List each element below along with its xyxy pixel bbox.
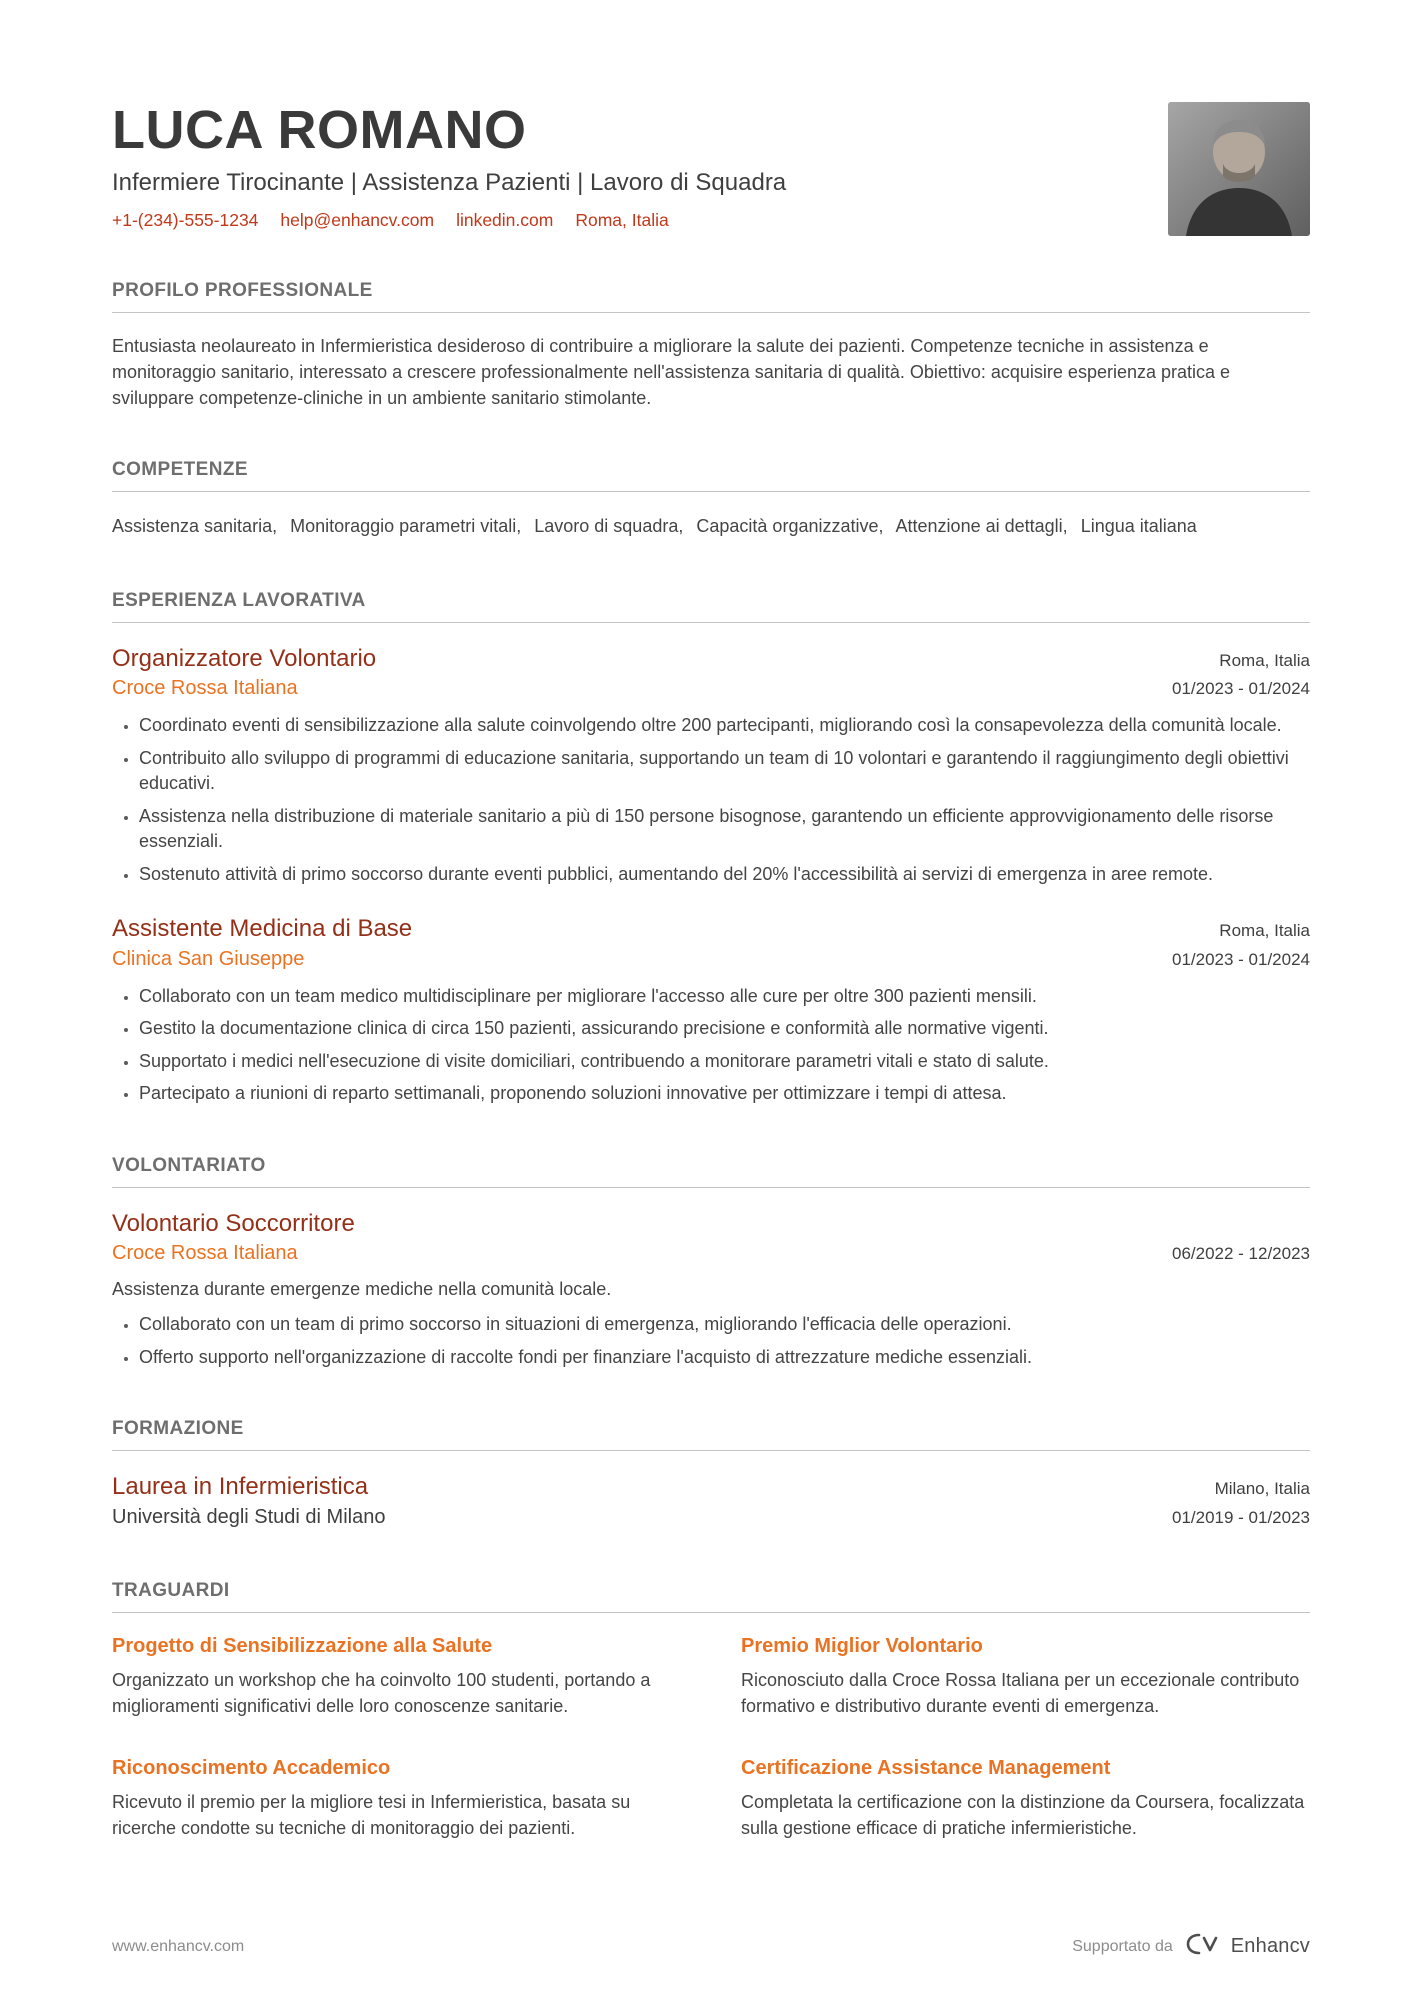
volunteering-org: Croce Rossa Italiana xyxy=(112,1242,298,1264)
skill-item: Monitoraggio parametri vitali , xyxy=(290,516,521,536)
contact-row xyxy=(112,210,786,231)
degree-title: Laurea in Infermieristica xyxy=(112,1473,369,1501)
volunteering-bullet-list xyxy=(112,1312,1310,1370)
skills-list xyxy=(112,512,1310,542)
profile-photo-silhouette xyxy=(1168,102,1310,236)
achievement-item xyxy=(112,1633,681,1719)
job-bullet: • Assistenza nella distribuzione di materiale sanitario a più di 150 persone bisognose, garantendo un efficiente approvvigionamento delle risorse essenziali. xyxy=(139,804,1310,855)
job-bullet: • Partecipato a riunioni di reparto settimanali, proponendo soluzioni innovative per ottimizzare i tempi di attesa. xyxy=(139,1081,1310,1107)
achievement-text: Riconosciuto dalla Croce Rossa Italiana per un eccezionale contributo formativo e distributivo durante eventi di emergenza. xyxy=(741,1670,1300,1716)
profile-photo xyxy=(1168,102,1310,236)
enhancv-logo-icon xyxy=(1185,1932,1219,1961)
header-text-block xyxy=(112,102,786,231)
resume-header xyxy=(112,102,1310,236)
company-name: Croce Rossa Italiana xyxy=(112,677,298,700)
achievement-text: Completata la certificazione con la distinzione da Coursera, focalizzata sulla gestione efficace di pratiche infermieristiche. xyxy=(741,1792,1305,1839)
skill-item: Attenzione ai dettagli , xyxy=(896,516,1068,536)
page-footer xyxy=(112,1932,1310,1961)
volunteering-dates: 06/2022 - 12/2023 xyxy=(1171,1244,1310,1263)
job-bullet: • Supportato i medici nell'esecuzione di visite domiciliari, contribuendo a monitorare parametri vitali e stato di salute. xyxy=(139,1049,1310,1075)
phone-number: +1-(234)-555-1234 xyxy=(112,209,259,230)
section-profile-title: PROFILO PROFESSIONALE xyxy=(112,280,1310,313)
education-entry xyxy=(112,1471,1310,1532)
job-entry xyxy=(112,913,1310,1106)
enhancv-url-link[interactable]: www.enhancv.com xyxy=(112,1937,245,1955)
section-volunteering xyxy=(112,1155,1310,1370)
job-bullet: • Sostenuto attività di primo soccorso durante eventi pubblici, aumentando del 20% l'accessibilità ai servizi di emergenza in aree remote. xyxy=(139,862,1310,888)
job-location: Roma, Italia xyxy=(1219,650,1310,670)
job-dates: 01/2023 - 01/2024 xyxy=(1171,949,1310,969)
education-dates: 01/2019 - 01/2023 xyxy=(1171,1508,1310,1528)
section-achievements-title: TRAGUARDI xyxy=(112,1580,1310,1613)
section-profile xyxy=(112,280,1310,411)
section-volunteering-title: VOLONTARIATO xyxy=(112,1155,1310,1188)
skill-item: Lavoro di squadra , xyxy=(534,516,683,536)
section-skills xyxy=(112,459,1310,542)
volunteering-role: Volontario Soccorritore xyxy=(112,1209,355,1237)
job-bullet-list xyxy=(112,713,1310,887)
section-experience-title: ESPERIENZA LAVORATIVA xyxy=(112,590,1310,623)
achievement-title: Premio Miglior Volontario xyxy=(741,1635,983,1658)
achievement-item xyxy=(741,1755,1310,1841)
job-bullet: • Collaborato con un team medico multidisciplinare per migliorare l'accesso alle cure per oltre 300 pazienti mensili. xyxy=(139,984,1310,1010)
profile-summary: Entusiasta neolaureato in Infermieristica desideroso di contribuire a migliorare la salute dei pazienti. Competenze tecniche in assistenza e monitoraggio sanitario, interessato a crescere professionalmente nell'assistenza sanitaria di qualità. Obiettivo: acquisire esperienza pratica e sviluppare competenze-cliniche in un ambiente sanitario stimolante. xyxy=(112,336,1231,409)
job-bullet: • Gestito la documentazione clinica di circa 150 pazienti, assicurando precisione e conformità alle normative vigenti. xyxy=(139,1016,1310,1042)
candidate-name: LUCA ROMANO xyxy=(112,100,527,160)
location-text: Roma, Italia xyxy=(575,209,669,230)
education-location: Milano, Italia xyxy=(1214,1479,1310,1499)
job-dates: 01/2023 - 01/2024 xyxy=(1171,679,1310,699)
email-link[interactable]: help@enhancv.com xyxy=(280,209,435,230)
job-title: Organizzatore Volontario xyxy=(112,644,377,672)
school-name: Università degli Studi di Milano xyxy=(112,1506,386,1529)
skill-item: Capacità organizzative , xyxy=(696,516,883,536)
achievement-title: Progetto di Sensibilizzazione alla Salute xyxy=(112,1635,493,1658)
job-entry xyxy=(112,643,1310,887)
enhancv-brand-link[interactable]: Enhancv xyxy=(1230,1935,1310,1957)
section-education xyxy=(112,1418,1310,1532)
achievement-text: Organizzato un workshop che ha coinvolto 100 studenti, portando a miglioramenti significativi delle loro conoscenze sanitarie. xyxy=(112,1670,651,1716)
supported-by-label: Supportato da xyxy=(1072,1937,1173,1955)
volunteering-entry xyxy=(112,1208,1310,1370)
job-title: Assistente Medicina di Base xyxy=(112,915,413,943)
candidate-headline: Infermiere Tirocinante | Assistenza Pazienti | Lavoro di Squadra xyxy=(112,168,787,196)
achievement-item xyxy=(741,1633,1310,1719)
section-achievements xyxy=(112,1580,1310,1841)
achievement-title: Certificazione Assistance Management xyxy=(741,1757,1111,1780)
volunteering-summary: Assistenza durante emergenze mediche nella comunità locale. xyxy=(112,1279,612,1299)
job-location: Roma, Italia xyxy=(1219,921,1310,941)
footer-branding xyxy=(1072,1932,1310,1961)
volunteering-bullet: • Offerto supporto nell'organizzazione di raccolte fondi per finanziare l'acquisto di attrezzature mediche essenziali. xyxy=(139,1345,1310,1371)
skill-item: Lingua italiana xyxy=(1080,516,1197,537)
job-bullet: • Contribuito allo sviluppo di programmi di educazione sanitaria, supportando un team di 10 volontari e garantendo il raggiungimento degli obiettivi educativi. xyxy=(139,746,1310,797)
job-bullet-list xyxy=(112,984,1310,1107)
section-education-title: FORMAZIONE xyxy=(112,1418,1310,1451)
achievement-title: Riconoscimento Accademico xyxy=(112,1757,391,1780)
section-skills-title: COMPETENZE xyxy=(112,459,1310,492)
volunteering-bullet: • Collaborato con un team di primo soccorso in situazioni di emergenza, migliorando l'efficacia delle operazioni. xyxy=(139,1312,1310,1338)
job-bullet: • Coordinato eventi di sensibilizzazione alla salute coinvolgendo oltre 200 partecipanti, migliorando così la consapevolezza della comunità locale. xyxy=(139,713,1310,739)
linkedin-link[interactable]: linkedin.com xyxy=(456,209,554,230)
achievement-item xyxy=(112,1755,681,1841)
company-name: Clinica San Giuseppe xyxy=(112,947,305,970)
section-experience xyxy=(112,590,1310,1107)
achievement-text: Ricevuto il premio per la migliore tesi in Infermieristica, basata su ricerche condotte su tecniche di monitoraggio dei pazienti. xyxy=(112,1792,631,1839)
achievements-grid xyxy=(112,1633,1310,1841)
skill-item: Assistenza sanitaria , xyxy=(112,516,277,536)
